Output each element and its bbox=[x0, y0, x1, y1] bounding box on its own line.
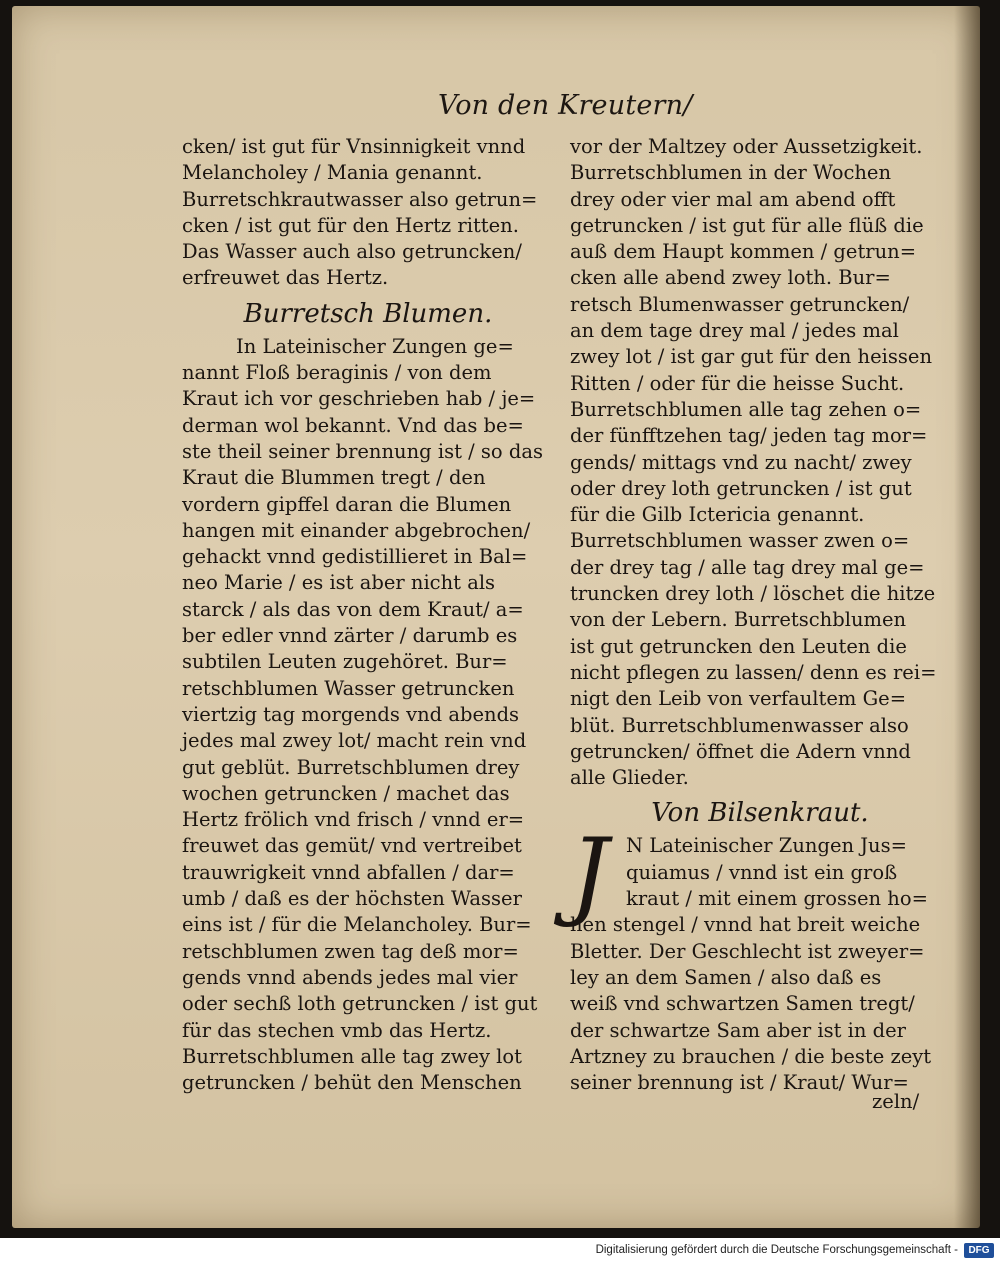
text-line: alle Glieder. bbox=[570, 766, 689, 790]
text-line: derman wol bekannt. Vnd das be= bbox=[182, 413, 524, 437]
text-line: Burretschblumen in der Wochen bbox=[570, 161, 892, 185]
text-line: ber edler vnnd zärter / darumb es bbox=[182, 624, 518, 648]
catchword: zeln/ bbox=[872, 1090, 920, 1113]
text-line: Das Wasser auch also getruncken/ bbox=[182, 240, 522, 264]
footer-credit: Digitalisierung gefördert durch die Deutsche Forschungsgemeinschaft - bbox=[595, 1244, 958, 1256]
text-line: truncken drey loth / löschet die hitze bbox=[570, 582, 936, 606]
text-line: kraut / mit einem grossen ho= bbox=[626, 887, 928, 911]
text-line: erfreuwet das Hertz. bbox=[182, 266, 389, 290]
text-line: gehackt vnnd gedistillieret in Bal= bbox=[182, 545, 528, 569]
section-heading-burretsch-blumen: Burretsch Blumen. bbox=[243, 298, 493, 329]
text-line: getruncken/ öffnet die Adern vnnd bbox=[570, 739, 911, 763]
text-line: cken/ ist gut für Vnsinnigkeit vnnd bbox=[182, 135, 526, 158]
text-line: Melancholey / Mania genannt. bbox=[182, 161, 483, 185]
text-line: retschblumen Wasser getruncken bbox=[182, 676, 515, 700]
text-line: N Lateinischer Zungen Jus= bbox=[626, 834, 907, 858]
text-line: zwey lot / ist gar gut für den heissen bbox=[570, 345, 933, 369]
text-line: freuwet das gemüt/ vnd vertreibet bbox=[182, 834, 522, 858]
text-line: Ritten / oder für die heisse Sucht. bbox=[570, 371, 905, 395]
text-line: nigt den Leib von verfaultem Ge= bbox=[570, 687, 907, 711]
text-line: Bletter. Der Geschlecht ist zweyer= bbox=[570, 939, 925, 963]
text-line: Hertz frölich vnd frisch / vnnd er= bbox=[182, 808, 525, 832]
text-line: jedes mal zwey lot/ macht rein vnd bbox=[182, 729, 527, 753]
text-line: der fünfftzehen tag/ jeden tag mor= bbox=[570, 424, 928, 448]
text-line: nannt Floß beraginis / von dem bbox=[182, 361, 492, 385]
text-line: weiß vnd schwartzen Samen tregt/ bbox=[570, 992, 915, 1016]
left-column-top-text bbox=[182, 134, 554, 292]
text-line: oder drey loth getruncken / ist gut bbox=[570, 476, 912, 500]
text-line: vordern gipffel daran die Blumen bbox=[182, 492, 512, 516]
text-line: der drey tag / alle tag drey mal ge= bbox=[570, 555, 925, 579]
text-line: gends vnnd abends jedes mal vier bbox=[182, 965, 518, 989]
right-column-top-text bbox=[570, 134, 942, 791]
text-line: wochen getruncken / machet das bbox=[182, 781, 510, 805]
text-line: nicht pflegen zu lassen/ denn es rei= bbox=[570, 660, 937, 684]
text-line: der schwartze Sam aber ist in der bbox=[570, 1018, 906, 1042]
text-line: cken / ist gut für den Hertz ritten. bbox=[182, 213, 519, 237]
text-line: Burretschblumen wasser zwen o= bbox=[570, 529, 910, 553]
text-line: ley an dem Samen / also daß es bbox=[570, 965, 882, 989]
right-column-body-text bbox=[570, 833, 942, 1096]
text-line: hangen mit einander abgebrochen/ bbox=[182, 518, 531, 542]
text-line: neo Marie / es ist aber nicht als bbox=[182, 571, 496, 595]
text-line: subtilen Leuten zugehöret. Bur= bbox=[182, 650, 508, 674]
text-line: Kraut die Blummen tregt / den bbox=[182, 466, 486, 490]
text-line: getruncken / behüt den Menschen bbox=[182, 1071, 522, 1095]
section-heading-von-bilsenkraut: Von Bilsenkraut. bbox=[651, 798, 869, 829]
text-line: In Lateinischer Zungen ge= bbox=[236, 334, 514, 358]
text-line: seiner brennung ist / Kraut/ Wur= bbox=[570, 1071, 909, 1095]
text-line: cken alle abend zwey loth. Bur= bbox=[570, 266, 891, 290]
dfg-logo: DFG bbox=[964, 1243, 994, 1258]
text-line: Burretschblumen alle tag zwey lot bbox=[182, 1044, 522, 1068]
text-line: trauwrigkeit vnnd abfallen / dar= bbox=[182, 860, 515, 884]
running-head bbox=[12, 90, 980, 126]
text-line: starck / als das von dem Kraut/ a= bbox=[182, 597, 524, 621]
decorated-initial: J bbox=[570, 818, 609, 930]
text-line: auß dem Haupt kommen / getrun= bbox=[570, 240, 917, 264]
text-line: getruncken / ist gut für alle flüß die bbox=[570, 213, 924, 237]
text-line: von der Lebern. Burretschblumen bbox=[570, 608, 907, 632]
text-line: ste theil seiner brennung ist / so das bbox=[182, 439, 543, 463]
text-line: Burretschkrautwasser also getrun= bbox=[182, 187, 538, 211]
text-line: Burretschblumen alle tag zehen o= bbox=[570, 397, 922, 421]
text-line: gends/ mittags vnd zu nacht/ zwey bbox=[570, 450, 912, 474]
left-column-body-text bbox=[182, 334, 554, 1097]
text-line: vor der Maltzey oder Aussetzigkeit. bbox=[570, 135, 923, 158]
text-line: gut geblüt. Burretschblumen drey bbox=[182, 755, 520, 779]
text-line: ist gut getruncken den Leuten die bbox=[570, 634, 907, 658]
text-line: quiamus / vnnd ist ein groß bbox=[626, 860, 898, 884]
text-line: Artzney zu brauchen / die beste zeyt bbox=[570, 1044, 932, 1068]
text-line: für das stechen vmb das Hertz. bbox=[182, 1018, 492, 1042]
text-line: oder sechß loth getruncken / ist gut bbox=[182, 992, 538, 1016]
right-column bbox=[570, 134, 942, 1096]
binding-gutter bbox=[954, 6, 980, 1228]
text-line: eins ist / für die Melancholey. Bur= bbox=[182, 913, 532, 937]
text-line: hen stengel / vnnd hat breit weiche bbox=[570, 913, 921, 937]
running-head-text: Von den Kreutern/ bbox=[438, 90, 693, 121]
digitization-footer bbox=[0, 1240, 1000, 1265]
text-line: retsch Blumenwasser getruncken/ bbox=[570, 292, 910, 316]
text-line: retschblumen zwen tag deß mor= bbox=[182, 939, 519, 963]
text-line: für die Gilb Ictericia genannt. bbox=[570, 503, 865, 527]
text-line: blüt. Burretschblumenwasser also bbox=[570, 713, 909, 737]
text-line: an dem tage drey mal / jedes mal bbox=[570, 319, 899, 343]
text-line: umb / daß es der höchsten Wasser bbox=[182, 887, 522, 911]
text-line: Kraut ich vor geschrieben hab / je= bbox=[182, 387, 536, 411]
paper-sheet bbox=[12, 6, 980, 1228]
text-line: viertzig tag morgends vnd abends bbox=[182, 702, 520, 726]
text-line: drey oder vier mal am abend offt bbox=[570, 187, 896, 211]
left-column bbox=[182, 134, 554, 1096]
